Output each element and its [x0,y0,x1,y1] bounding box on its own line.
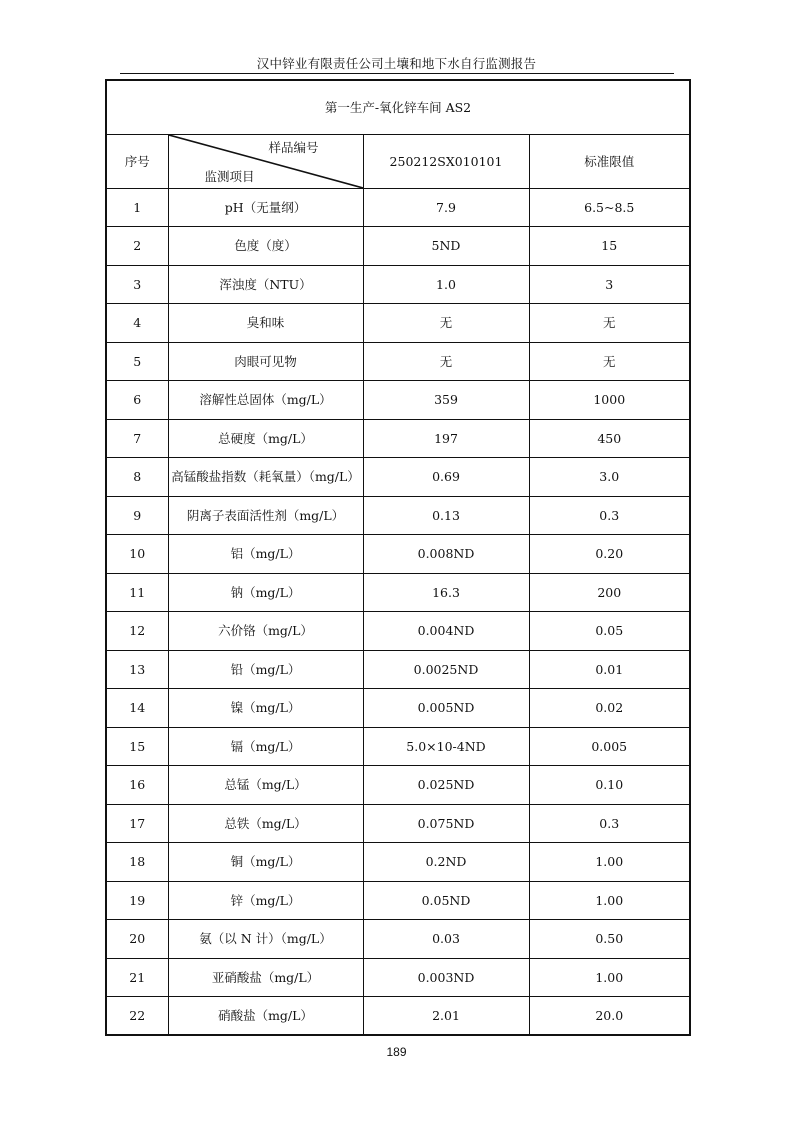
page-number: 189 [386,1045,407,1059]
table-row [106,881,690,920]
cell-value: 0.003ND [363,958,529,997]
cell-limit: 0.02 [529,689,690,728]
cell-value: 0.005ND [363,689,529,728]
cell-value: 0.13 [363,496,529,535]
table-row [106,227,690,266]
cell-limit: 1.00 [529,843,690,882]
cell-item: pH（无量纲） [168,188,363,227]
table-row [106,304,690,343]
table-row [106,920,690,959]
cell-value: 无 [363,304,529,343]
cell-item: 镍（mg/L） [168,689,363,728]
cell-seq: 18 [106,843,168,882]
column-header-seq: 序号 [106,134,168,188]
cell-item: 铜（mg/L） [168,843,363,882]
cell-item: 肉眼可见物 [168,342,363,381]
cell-limit: 6.5~8.5 [529,188,690,227]
table-row [106,419,690,458]
cell-limit: 0.50 [529,920,690,959]
table-row [106,650,690,689]
cell-item: 总铁（mg/L） [168,804,363,843]
cell-limit: 0.05 [529,612,690,651]
cell-value: 0.03 [363,920,529,959]
cell-item: 臭和味 [168,304,363,343]
cell-value: 0.0025ND [363,650,529,689]
cell-limit: 无 [529,304,690,343]
cell-limit: 450 [529,419,690,458]
cell-seq: 19 [106,881,168,920]
cell-seq: 17 [106,804,168,843]
cell-seq: 10 [106,535,168,574]
cell-seq: 11 [106,573,168,612]
cell-value: 0.004ND [363,612,529,651]
cell-seq: 13 [106,650,168,689]
cell-seq: 7 [106,419,168,458]
cell-item: 阴离子表面活性剂（mg/L） [168,496,363,535]
cell-item: 锌（mg/L） [168,881,363,920]
table-row [106,612,690,651]
table-row [106,689,690,728]
cell-seq: 2 [106,227,168,266]
table-row [106,727,690,766]
cell-seq: 15 [106,727,168,766]
cell-seq: 6 [106,381,168,420]
cell-value: 0.05ND [363,881,529,920]
cell-limit: 3.0 [529,458,690,497]
cell-seq: 4 [106,304,168,343]
cell-limit: 0.20 [529,535,690,574]
cell-seq: 14 [106,689,168,728]
header-rule [120,73,674,74]
cell-value: 5ND [363,227,529,266]
cell-seq: 9 [106,496,168,535]
cell-value: 0.69 [363,458,529,497]
table-row [106,535,690,574]
cell-limit: 1.00 [529,881,690,920]
column-header-limit: 标准限值 [529,134,690,188]
table-row [106,342,690,381]
cell-seq: 5 [106,342,168,381]
cell-seq: 22 [106,997,168,1036]
cell-seq: 21 [106,958,168,997]
table-row [106,804,690,843]
cell-value: 1.0 [363,265,529,304]
cell-seq: 16 [106,766,168,805]
cell-seq: 8 [106,458,168,497]
diagonal-line [169,135,363,188]
cell-limit: 0.3 [529,804,690,843]
cell-value: 7.9 [363,188,529,227]
cell-item: 铅（mg/L） [168,650,363,689]
cell-seq: 1 [106,188,168,227]
table-row [106,958,690,997]
report-header-title: 汉中锌业有限责任公司土壤和地下水自行监测报告 [256,56,537,71]
section-title-row [106,80,690,134]
table-row [106,843,690,882]
cell-seq: 12 [106,612,168,651]
cell-seq: 20 [106,920,168,959]
cell-limit: 1000 [529,381,690,420]
cell-item: 亚硝酸盐（mg/L） [168,958,363,997]
cell-limit: 无 [529,342,690,381]
cell-item: 色度（度） [168,227,363,266]
cell-value: 0.025ND [363,766,529,805]
cell-value: 16.3 [363,573,529,612]
cell-value: 0.2ND [363,843,529,882]
table-row [106,997,690,1036]
table-row [106,458,690,497]
cell-item: 总锰（mg/L） [168,766,363,805]
cell-limit: 1.00 [529,958,690,997]
cell-item: 镉（mg/L） [168,727,363,766]
cell-item: 六价铬（mg/L） [168,612,363,651]
diagonal-header-sample-no: 样品编号 [268,139,319,155]
cell-value: 197 [363,419,529,458]
table-row [106,766,690,805]
cell-item: 硝酸盐（mg/L） [168,997,363,1036]
table-row [106,496,690,535]
cell-limit: 20.0 [529,997,690,1036]
table-row [106,265,690,304]
cell-limit: 0.01 [529,650,690,689]
cell-limit: 3 [529,265,690,304]
column-header-sample-id: 250212SX010101 [363,134,529,188]
section-title: 第一生产-氧化锌车间 AS2 [106,80,690,134]
cell-value: 5.0×10-4ND [363,727,529,766]
cell-value: 359 [363,381,529,420]
cell-item: 溶解性总固体（mg/L） [168,381,363,420]
cell-limit: 15 [529,227,690,266]
cell-item: 钠（mg/L） [168,573,363,612]
cell-value: 0.008ND [363,535,529,574]
table-row [106,573,690,612]
diagonal-header-monitoring-item: 监测项目 [204,168,255,184]
header-row [106,134,690,188]
cell-value: 0.075ND [363,804,529,843]
cell-item: 铝（mg/L） [168,535,363,574]
cell-item: 浑浊度（NTU） [168,265,363,304]
cell-limit: 0.005 [529,727,690,766]
cell-limit: 200 [529,573,690,612]
cell-value: 2.01 [363,997,529,1036]
cell-limit: 0.3 [529,496,690,535]
diagonal-header-cell [168,134,363,188]
cell-item: 高锰酸盐指数（耗氧量）（mg/L） [168,458,363,497]
cell-limit: 0.10 [529,766,690,805]
cell-value: 无 [363,342,529,381]
cell-seq: 3 [106,265,168,304]
table-row [106,188,690,227]
monitoring-results-table [105,79,691,1036]
cell-item: 总硬度（mg/L） [168,419,363,458]
table-row [106,381,690,420]
cell-item: 氨（以 N 计）（mg/L） [168,920,363,959]
